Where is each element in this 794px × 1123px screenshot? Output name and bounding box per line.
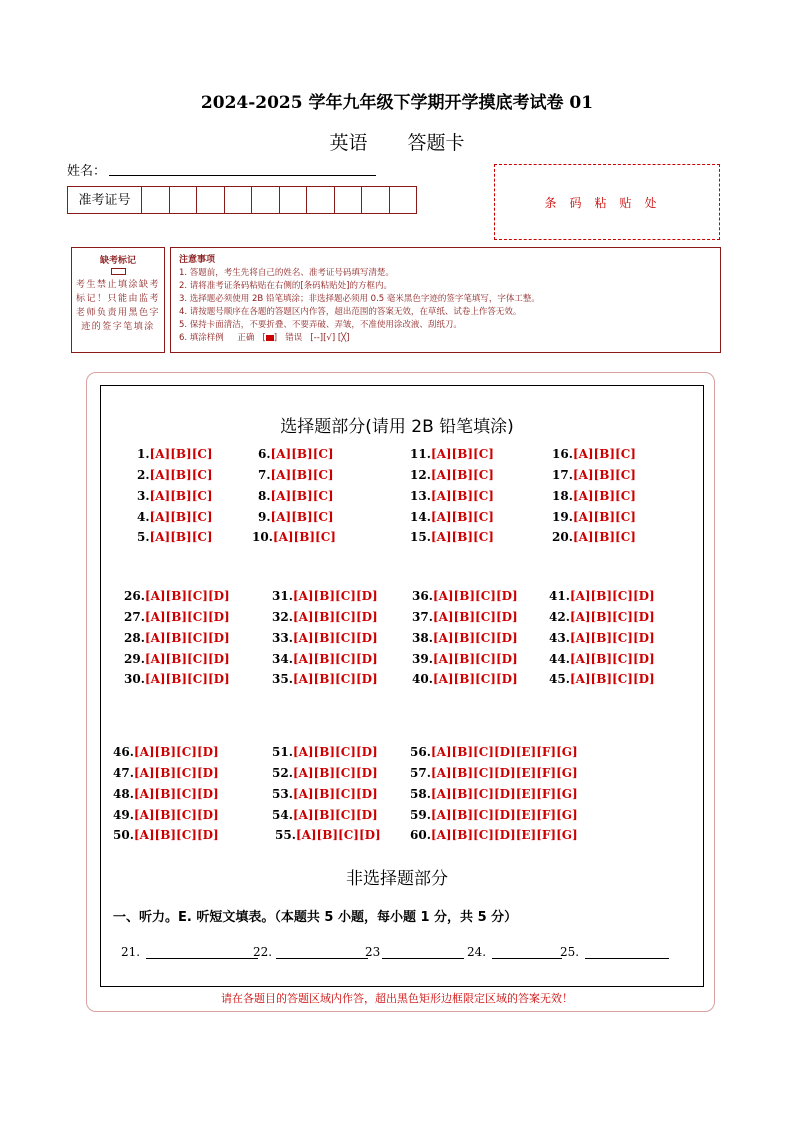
note-item: 4. 请按题号顺序在各题的答题区内作答，超出范围的答案无效，在草纸、试卷上作答无效。	[179, 307, 522, 317]
ticket-digit-cell[interactable]	[225, 187, 253, 213]
question-row[interactable]: 57.[A][B][C][D][E][F][G]	[410, 766, 578, 780]
question-row[interactable]: 3.[A][B][C]	[137, 489, 213, 503]
footer-warning: 请在各题目的答题区域内作答，超出黑色矩形边框限定区域的答案无效！	[221, 992, 573, 1005]
question-row[interactable]: 13.[A][B][C]	[410, 489, 494, 503]
card-label: 答题卡	[407, 132, 465, 154]
sample-wrong-label: 错误	[285, 333, 303, 343]
question-row[interactable]: 9.[A][B][C]	[258, 510, 334, 524]
card-subtitle	[0, 128, 794, 155]
question-row[interactable]: 29.[A][B][C][D]	[124, 652, 230, 666]
answer-blank-21[interactable]: 21.	[121, 944, 258, 959]
question-row[interactable]: 16.[A][B][C]	[552, 447, 636, 461]
question-row[interactable]: 10.[A][B][C]	[252, 530, 336, 544]
question-row[interactable]: 45.[A][B][C][D]	[549, 672, 655, 686]
filled-box-icon	[266, 335, 274, 341]
name-field[interactable]	[109, 175, 376, 176]
question-row[interactable]: 59.[A][B][C][D][E][F][G]	[410, 808, 578, 822]
question-row[interactable]: 17.[A][B][C]	[552, 468, 636, 482]
sample-prefix: 6. 填涂样例	[179, 333, 224, 343]
question-row[interactable]: 18.[A][B][C]	[552, 489, 636, 503]
ticket-digit-cell[interactable]	[197, 187, 225, 213]
ticket-digit-cell[interactable]	[390, 187, 417, 213]
question-row[interactable]: 58.[A][B][C][D][E][F][G]	[410, 787, 578, 801]
name-label: 姓名：	[67, 164, 107, 179]
question-row[interactable]: 60.[A][B][C][D][E][F][G]	[410, 828, 578, 842]
question-row[interactable]: 53.[A][B][C][D]	[272, 787, 378, 801]
ticket-number-box	[67, 186, 417, 214]
question-row[interactable]: 15.[A][B][C]	[410, 530, 494, 544]
question-row[interactable]: 30.[A][B][C][D]	[124, 672, 230, 686]
question-row[interactable]: 50.[A][B][C][D]	[113, 828, 219, 842]
question-row[interactable]: 35.[A][B][C][D]	[272, 672, 378, 686]
answer-blank-24[interactable]: 24.	[467, 944, 562, 959]
absent-mark-box	[71, 247, 165, 353]
question-row[interactable]: 34.[A][B][C][D]	[272, 652, 378, 666]
question-row[interactable]: 7.[A][B][C]	[258, 468, 334, 482]
question-row[interactable]: 44.[A][B][C][D]	[549, 652, 655, 666]
question-row[interactable]: 36.[A][B][C][D]	[412, 589, 518, 603]
ticket-digit-cell[interactable]	[252, 187, 280, 213]
sample-correct-label: 正确	[237, 333, 255, 343]
question-row[interactable]: 1.[A][B][C]	[137, 447, 213, 461]
question-row[interactable]: 12.[A][B][C]	[410, 468, 494, 482]
question-row[interactable]: 2.[A][B][C]	[137, 468, 213, 482]
ticket-digit-cell[interactable]	[280, 187, 308, 213]
question-row[interactable]: 6.[A][B][C]	[258, 447, 334, 461]
barcode-label: 条码粘贴处	[544, 195, 670, 210]
question-row[interactable]: 52.[A][B][C][D]	[272, 766, 378, 780]
note-item: 2. 请将准考证条码粘贴在右侧的[条码粘贴处]的方框内。	[179, 281, 392, 291]
note-item: 1. 答题前，考生先将自己的姓名、准考证号码填写清楚。	[179, 268, 394, 278]
question-row[interactable]: 56.[A][B][C][D][E][F][G]	[410, 745, 578, 759]
question-row[interactable]: 37.[A][B][C][D]	[412, 610, 518, 624]
absent-mark-title: 缺考标记	[99, 256, 136, 266]
question-row[interactable]: 42.[A][B][C][D]	[549, 610, 655, 624]
question-row[interactable]: 54.[A][B][C][D]	[272, 808, 378, 822]
answer-blank-25[interactable]: 25.	[560, 944, 669, 959]
question-row[interactable]: 49.[A][B][C][D]	[113, 808, 219, 822]
exam-title: 2024-2025 学年九年级下学期开学摸底考试卷 01	[200, 93, 594, 113]
question-row[interactable]: 40.[A][B][C][D]	[412, 672, 518, 686]
question-row[interactable]: 14.[A][B][C]	[410, 510, 494, 524]
question-row[interactable]: 48.[A][B][C][D]	[113, 787, 219, 801]
notes-title: 注意事项	[179, 255, 216, 265]
question-row[interactable]: 11.[A][B][C]	[410, 447, 494, 461]
question-row[interactable]: 43.[A][B][C][D]	[549, 631, 655, 645]
ticket-digit-cell[interactable]	[362, 187, 390, 213]
ticket-digit-cell[interactable]	[307, 187, 335, 213]
absent-mark-instructions: 考生禁止填涂缺考标记！只能由监考老师负责用黑色字迹的签字笔填涂	[76, 280, 161, 332]
listening-instruction: 一、听力。E. 听短文填表。（本题共 5 小题，每小题 1 分，共 5 分）	[113, 910, 518, 925]
question-row[interactable]: 19.[A][B][C]	[552, 510, 636, 524]
sample-bracket-left: [	[262, 333, 266, 343]
note-item: 3. 选择题必须使用 2B 铅笔填涂；非选择题必须用 0.5 毫米黑色字迹的签字笔填写，字体工整。	[179, 294, 540, 304]
question-row[interactable]: 41.[A][B][C][D]	[549, 589, 655, 603]
question-row[interactable]: 20.[A][B][C]	[552, 530, 636, 544]
subject-label: 英语	[329, 132, 368, 154]
barcode-area	[494, 164, 720, 240]
question-row[interactable]: 47.[A][B][C][D]	[113, 766, 219, 780]
nonchoice-section-title: 非选择题部分	[346, 869, 448, 889]
notes-box	[170, 247, 721, 353]
question-row[interactable]: 55.[A][B][C][D]	[275, 828, 381, 842]
question-row[interactable]: 8.[A][B][C]	[258, 489, 334, 503]
question-row[interactable]: 51.[A][B][C][D]	[272, 745, 378, 759]
question-row[interactable]: 4.[A][B][C]	[137, 510, 213, 524]
question-row[interactable]: 31.[A][B][C][D]	[272, 589, 378, 603]
answer-blank-23[interactable]: 23	[365, 944, 464, 959]
sample-wrong-marks: [--][√] [╳]	[310, 333, 350, 343]
question-row[interactable]: 27.[A][B][C][D]	[124, 610, 230, 624]
question-row[interactable]: 26.[A][B][C][D]	[124, 589, 230, 603]
choice-section-title: 选择题部分(请用 2B 铅笔填涂)	[280, 417, 514, 437]
ticket-digit-cell[interactable]	[142, 187, 170, 213]
question-row[interactable]: 38.[A][B][C][D]	[412, 631, 518, 645]
note-item-sample	[179, 332, 712, 345]
absent-mark-checkbox[interactable]	[111, 268, 126, 275]
ticket-digit-cell[interactable]	[335, 187, 363, 213]
question-row[interactable]: 39.[A][B][C][D]	[412, 652, 518, 666]
answer-blank-22[interactable]: 22.	[253, 944, 368, 959]
note-item: 5. 保持卡面清洁，不要折叠、不要弄破、弄皱，不准使用涂改液、刮纸刀。	[179, 320, 462, 330]
question-row[interactable]: 5.[A][B][C]	[137, 530, 213, 544]
sample-bracket-right: ]	[273, 333, 278, 343]
ticket-number-label: 准考证号	[68, 187, 142, 213]
question-row[interactable]: 28.[A][B][C][D]	[124, 631, 230, 645]
question-row[interactable]: 32.[A][B][C][D]	[272, 610, 378, 624]
question-row[interactable]: 46.[A][B][C][D]	[113, 745, 219, 759]
question-row[interactable]: 33.[A][B][C][D]	[272, 631, 378, 645]
ticket-digit-cell[interactable]	[170, 187, 198, 213]
